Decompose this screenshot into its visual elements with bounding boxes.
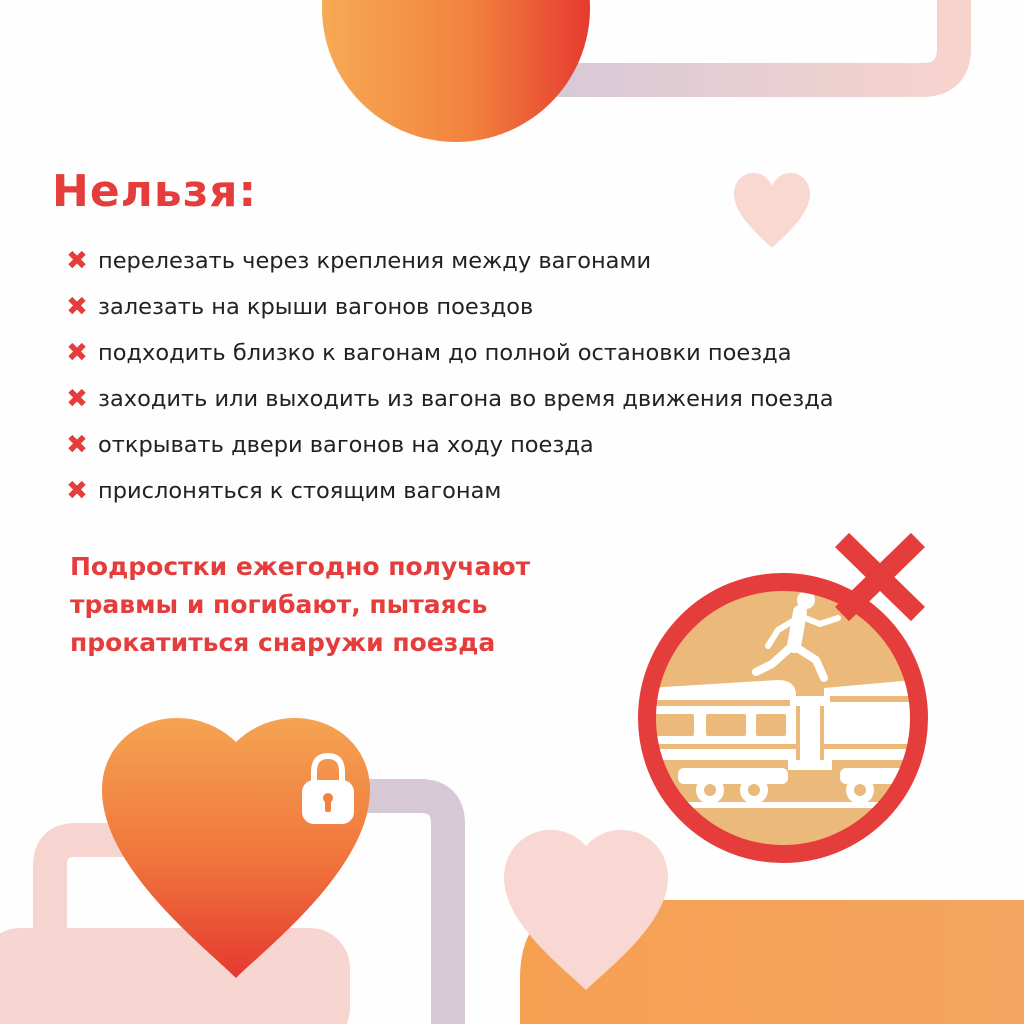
prohibition-text: подходить близко к вагонам до полной остановки поезда: [98, 340, 792, 366]
cross-icon: ✖: [66, 292, 88, 322]
top-frame-decoration: [560, 0, 954, 80]
top-circle-decoration: [322, 0, 590, 142]
prohibition-list: [64, 238, 834, 514]
cross-icon: ✖: [66, 246, 88, 276]
list-item: [64, 238, 834, 284]
cross-icon: ✖: [66, 476, 88, 506]
cross-icon: ✖: [66, 384, 88, 414]
small-heart-decoration: [734, 173, 810, 248]
list-item: [64, 376, 834, 422]
prohibition-text: заходить или выходить из вагона во время движения поезда: [98, 386, 834, 412]
no-train-roof-riding-icon: [628, 528, 958, 868]
warning-text: Подростки ежегодно получают травмы и погибают, пытаясь прокатиться снаружи поезда: [70, 552, 531, 657]
red-cross-icon: [842, 540, 918, 614]
page-title: Нельзя:: [52, 166, 258, 217]
list-item: [64, 422, 834, 468]
list-item: [64, 468, 834, 514]
list-item: [64, 284, 834, 330]
prohibition-text: залезать на крыши вагонов поездов: [98, 294, 534, 320]
cross-icon: ✖: [66, 338, 88, 368]
prohibition-text: открывать двери вагонов на ходу поезда: [98, 432, 594, 458]
list-item: [64, 330, 834, 376]
prohibition-text: прислоняться к стоящим вагонам: [98, 478, 502, 504]
cross-icon: ✖: [66, 430, 88, 460]
prohibition-text: перелезать через крепления между вагонами: [98, 248, 652, 274]
